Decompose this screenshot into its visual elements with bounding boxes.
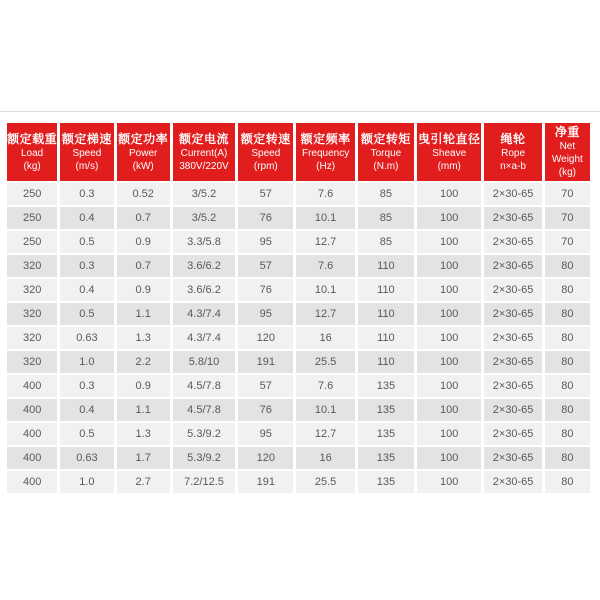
column-header-en-label: Frequency (301, 147, 350, 159)
table-cell: 250 (7, 207, 57, 229)
table-cell: 100 (417, 351, 481, 373)
table-cell: 400 (7, 423, 57, 445)
table-row (7, 471, 590, 493)
table-cell: 7.6 (296, 183, 354, 205)
table-cell: 2×30-65 (484, 471, 541, 493)
table-cell: 0.4 (60, 207, 113, 229)
table-cell: 0.5 (60, 231, 113, 253)
table-cell: 2×30-65 (484, 183, 541, 205)
table-row (7, 351, 590, 373)
table-cell: 1.7 (117, 447, 170, 469)
table-cell: 4.3/7.4 (173, 303, 235, 325)
table-row (7, 255, 590, 277)
table-cell: 0.63 (60, 447, 113, 469)
column-header-en-label: Current(A) (180, 147, 228, 159)
spec-table (4, 121, 593, 495)
table-cell: 2×30-65 (484, 327, 541, 349)
column-header-unit-label: 380V/220V (179, 160, 229, 172)
table-cell: 57 (238, 375, 293, 397)
table-cell: 16 (296, 447, 354, 469)
table-body (7, 183, 590, 493)
table-cell: 100 (417, 327, 481, 349)
table-cell: 1.3 (117, 423, 170, 445)
table-cell: 7.6 (296, 375, 354, 397)
table-cell: 0.5 (60, 423, 113, 445)
table-cell: 2×30-65 (484, 207, 541, 229)
table-cell: 0.9 (117, 231, 170, 253)
table-cell: 70 (545, 231, 590, 253)
table-cell: 57 (238, 183, 293, 205)
table-cell: 80 (545, 327, 590, 349)
table-cell: 0.63 (60, 327, 113, 349)
table-cell: 400 (7, 471, 57, 493)
column-header-en-label: Net Weight (551, 141, 583, 165)
table-cell: 3/5.2 (173, 183, 235, 205)
table-cell: 135 (358, 399, 414, 421)
table-cell: 1.3 (117, 327, 170, 349)
table-cell: 100 (417, 231, 481, 253)
table-cell: 76 (238, 279, 293, 301)
header-row (7, 123, 590, 181)
table-cell: 3/5.2 (173, 207, 235, 229)
column-header-en-label: Speed (72, 147, 102, 159)
table-cell: 5.8/10 (173, 351, 235, 373)
table-cell: 100 (417, 423, 481, 445)
table-cell: 135 (358, 471, 414, 493)
table-cell: 0.9 (117, 279, 170, 301)
table-cell: 100 (417, 471, 481, 493)
top-divider (0, 111, 600, 112)
column-header-zh-label: 额定频率 (300, 131, 351, 146)
table-cell: 80 (545, 303, 590, 325)
table-cell: 250 (7, 183, 57, 205)
table-cell: 0.9 (117, 375, 170, 397)
column-header-unit-label: (kg) (558, 167, 576, 178)
table-cell: 110 (358, 255, 414, 277)
table-row (7, 327, 590, 349)
table-cell: 100 (417, 279, 481, 301)
table-cell: 135 (358, 375, 414, 397)
column-header-en-label: Sheave (432, 147, 467, 159)
table-cell: 191 (238, 471, 293, 493)
table-cell: 3.3/5.8 (173, 231, 235, 253)
table-cell: 320 (7, 255, 57, 277)
table-cell: 100 (417, 207, 481, 229)
table-cell: 80 (545, 447, 590, 469)
table-cell: 0.3 (60, 255, 113, 277)
table-cell: 0.7 (117, 255, 170, 277)
column-header-5 (296, 123, 354, 181)
table-cell: 80 (545, 255, 590, 277)
table-cell: 100 (417, 399, 481, 421)
table-cell: 5.3/9.2 (173, 423, 235, 445)
table-cell: 100 (417, 375, 481, 397)
table-cell: 2.7 (117, 471, 170, 493)
column-header-9 (545, 123, 590, 181)
table-cell: 100 (417, 447, 481, 469)
column-header-zh-label: 额定电流 (178, 131, 229, 146)
table-cell: 191 (238, 351, 293, 373)
table-cell: 70 (545, 207, 590, 229)
table-cell: 95 (238, 423, 293, 445)
table-cell: 12.7 (296, 423, 354, 445)
column-header-2 (117, 123, 170, 181)
table-cell: 85 (358, 231, 414, 253)
table-cell: 2×30-65 (484, 399, 541, 421)
table-cell: 110 (358, 279, 414, 301)
column-header-unit-label: (N.m) (373, 160, 399, 172)
table-cell: 2×30-65 (484, 255, 541, 277)
table-cell: 2.2 (117, 351, 170, 373)
table-cell: 16 (296, 327, 354, 349)
table-cell: 0.4 (60, 279, 113, 301)
column-header-en-label: Power (129, 147, 158, 159)
column-header-unit-label: (kW) (132, 160, 154, 172)
table-cell: 2×30-65 (484, 279, 541, 301)
table-cell: 135 (358, 447, 414, 469)
table-cell: 85 (358, 183, 414, 205)
table-cell: 80 (545, 351, 590, 373)
table-cell: 12.7 (296, 303, 354, 325)
column-header-1 (60, 123, 113, 181)
column-header-0 (7, 123, 57, 181)
table-row (7, 183, 590, 205)
table-cell: 1.1 (117, 399, 170, 421)
column-header-unit-label: (rpm) (253, 160, 278, 172)
table-cell: 80 (545, 279, 590, 301)
table-cell: 320 (7, 279, 57, 301)
table-cell: 80 (545, 471, 590, 493)
table-cell: 10.1 (296, 399, 354, 421)
table-cell: 57 (238, 255, 293, 277)
table-cell: 4.3/7.4 (173, 327, 235, 349)
table-cell: 400 (7, 399, 57, 421)
table-cell: 0.5 (60, 303, 113, 325)
table-cell: 100 (417, 303, 481, 325)
column-header-unit-label: (kg) (23, 160, 41, 172)
column-header-unit-label: (m/s) (75, 160, 99, 172)
table-cell: 25.5 (296, 471, 354, 493)
table-cell: 12.7 (296, 231, 354, 253)
table-cell: 400 (7, 447, 57, 469)
table-cell: 7.6 (296, 255, 354, 277)
table-cell: 2×30-65 (484, 303, 541, 325)
column-header-6 (358, 123, 414, 181)
table-cell: 3.6/6.2 (173, 255, 235, 277)
column-header-unit-label: n×a-b (500, 160, 526, 172)
table-cell: 25.5 (296, 351, 354, 373)
table-cell: 10.1 (296, 279, 354, 301)
column-header-unit-label: (mm) (437, 160, 461, 172)
table-row (7, 423, 590, 445)
table-cell: 1.0 (60, 351, 113, 373)
table-cell: 320 (7, 303, 57, 325)
table-cell: 10.1 (296, 207, 354, 229)
table-cell: 80 (545, 375, 590, 397)
table-cell: 100 (417, 255, 481, 277)
column-header-zh-label: 曳引轮直径 (417, 131, 481, 146)
table-cell: 120 (238, 327, 293, 349)
table-cell: 110 (358, 327, 414, 349)
table-cell: 0.7 (117, 207, 170, 229)
table-cell: 135 (358, 423, 414, 445)
column-header-zh-label: 额定载重 (7, 131, 58, 146)
column-header-zh-label: 额定梯速 (61, 131, 112, 146)
table-cell: 320 (7, 327, 57, 349)
table-cell: 2×30-65 (484, 447, 541, 469)
table-cell: 110 (358, 351, 414, 373)
column-header-zh-label: 额定转矩 (360, 131, 411, 146)
table-cell: 95 (238, 303, 293, 325)
table-row (7, 231, 590, 253)
column-header-en-label: Load (21, 147, 44, 159)
table-cell: 0.4 (60, 399, 113, 421)
column-header-zh-label: 额定功率 (118, 131, 169, 146)
column-header-en-label: Speed (251, 147, 281, 159)
table-cell: 7.2/12.5 (173, 471, 235, 493)
table-cell: 2×30-65 (484, 231, 541, 253)
table-cell: 3.6/6.2 (173, 279, 235, 301)
table-row (7, 279, 590, 301)
table-cell: 400 (7, 375, 57, 397)
column-header-zh-label: 绳轮 (500, 131, 526, 146)
table-cell: 76 (238, 399, 293, 421)
table-row (7, 399, 590, 421)
table-cell: 95 (238, 231, 293, 253)
column-header-en-label: Torque (370, 147, 402, 159)
column-header-en-label: Rope (501, 147, 525, 159)
table-cell: 100 (417, 183, 481, 205)
table-cell: 0.52 (117, 183, 170, 205)
table-cell: 70 (545, 183, 590, 205)
table-cell: 110 (358, 303, 414, 325)
table-cell: 320 (7, 351, 57, 373)
table-cell: 2×30-65 (484, 423, 541, 445)
table-cell: 1.1 (117, 303, 170, 325)
table-cell: 4.5/7.8 (173, 375, 235, 397)
table-row (7, 303, 590, 325)
table-cell: 4.5/7.8 (173, 399, 235, 421)
column-header-3 (173, 123, 235, 181)
table-row (7, 447, 590, 469)
column-header-7 (417, 123, 481, 181)
column-header-unit-label: (Hz) (316, 160, 336, 172)
column-header-8 (484, 123, 541, 181)
table-cell: 0.3 (60, 375, 113, 397)
table-cell: 1.0 (60, 471, 113, 493)
column-header-zh-label: 额定转速 (240, 131, 291, 146)
table-cell: 250 (7, 231, 57, 253)
table-cell: 0.3 (60, 183, 113, 205)
column-header-zh-label: 净重 (554, 125, 580, 139)
table-cell: 2×30-65 (484, 351, 541, 373)
table-cell: 5.3/9.2 (173, 447, 235, 469)
table-cell: 80 (545, 399, 590, 421)
table-row (7, 375, 590, 397)
table-cell: 85 (358, 207, 414, 229)
column-header-4 (238, 123, 293, 181)
table-cell: 76 (238, 207, 293, 229)
table-cell: 120 (238, 447, 293, 469)
table-cell: 80 (545, 423, 590, 445)
table-row (7, 207, 590, 229)
table-cell: 2×30-65 (484, 375, 541, 397)
